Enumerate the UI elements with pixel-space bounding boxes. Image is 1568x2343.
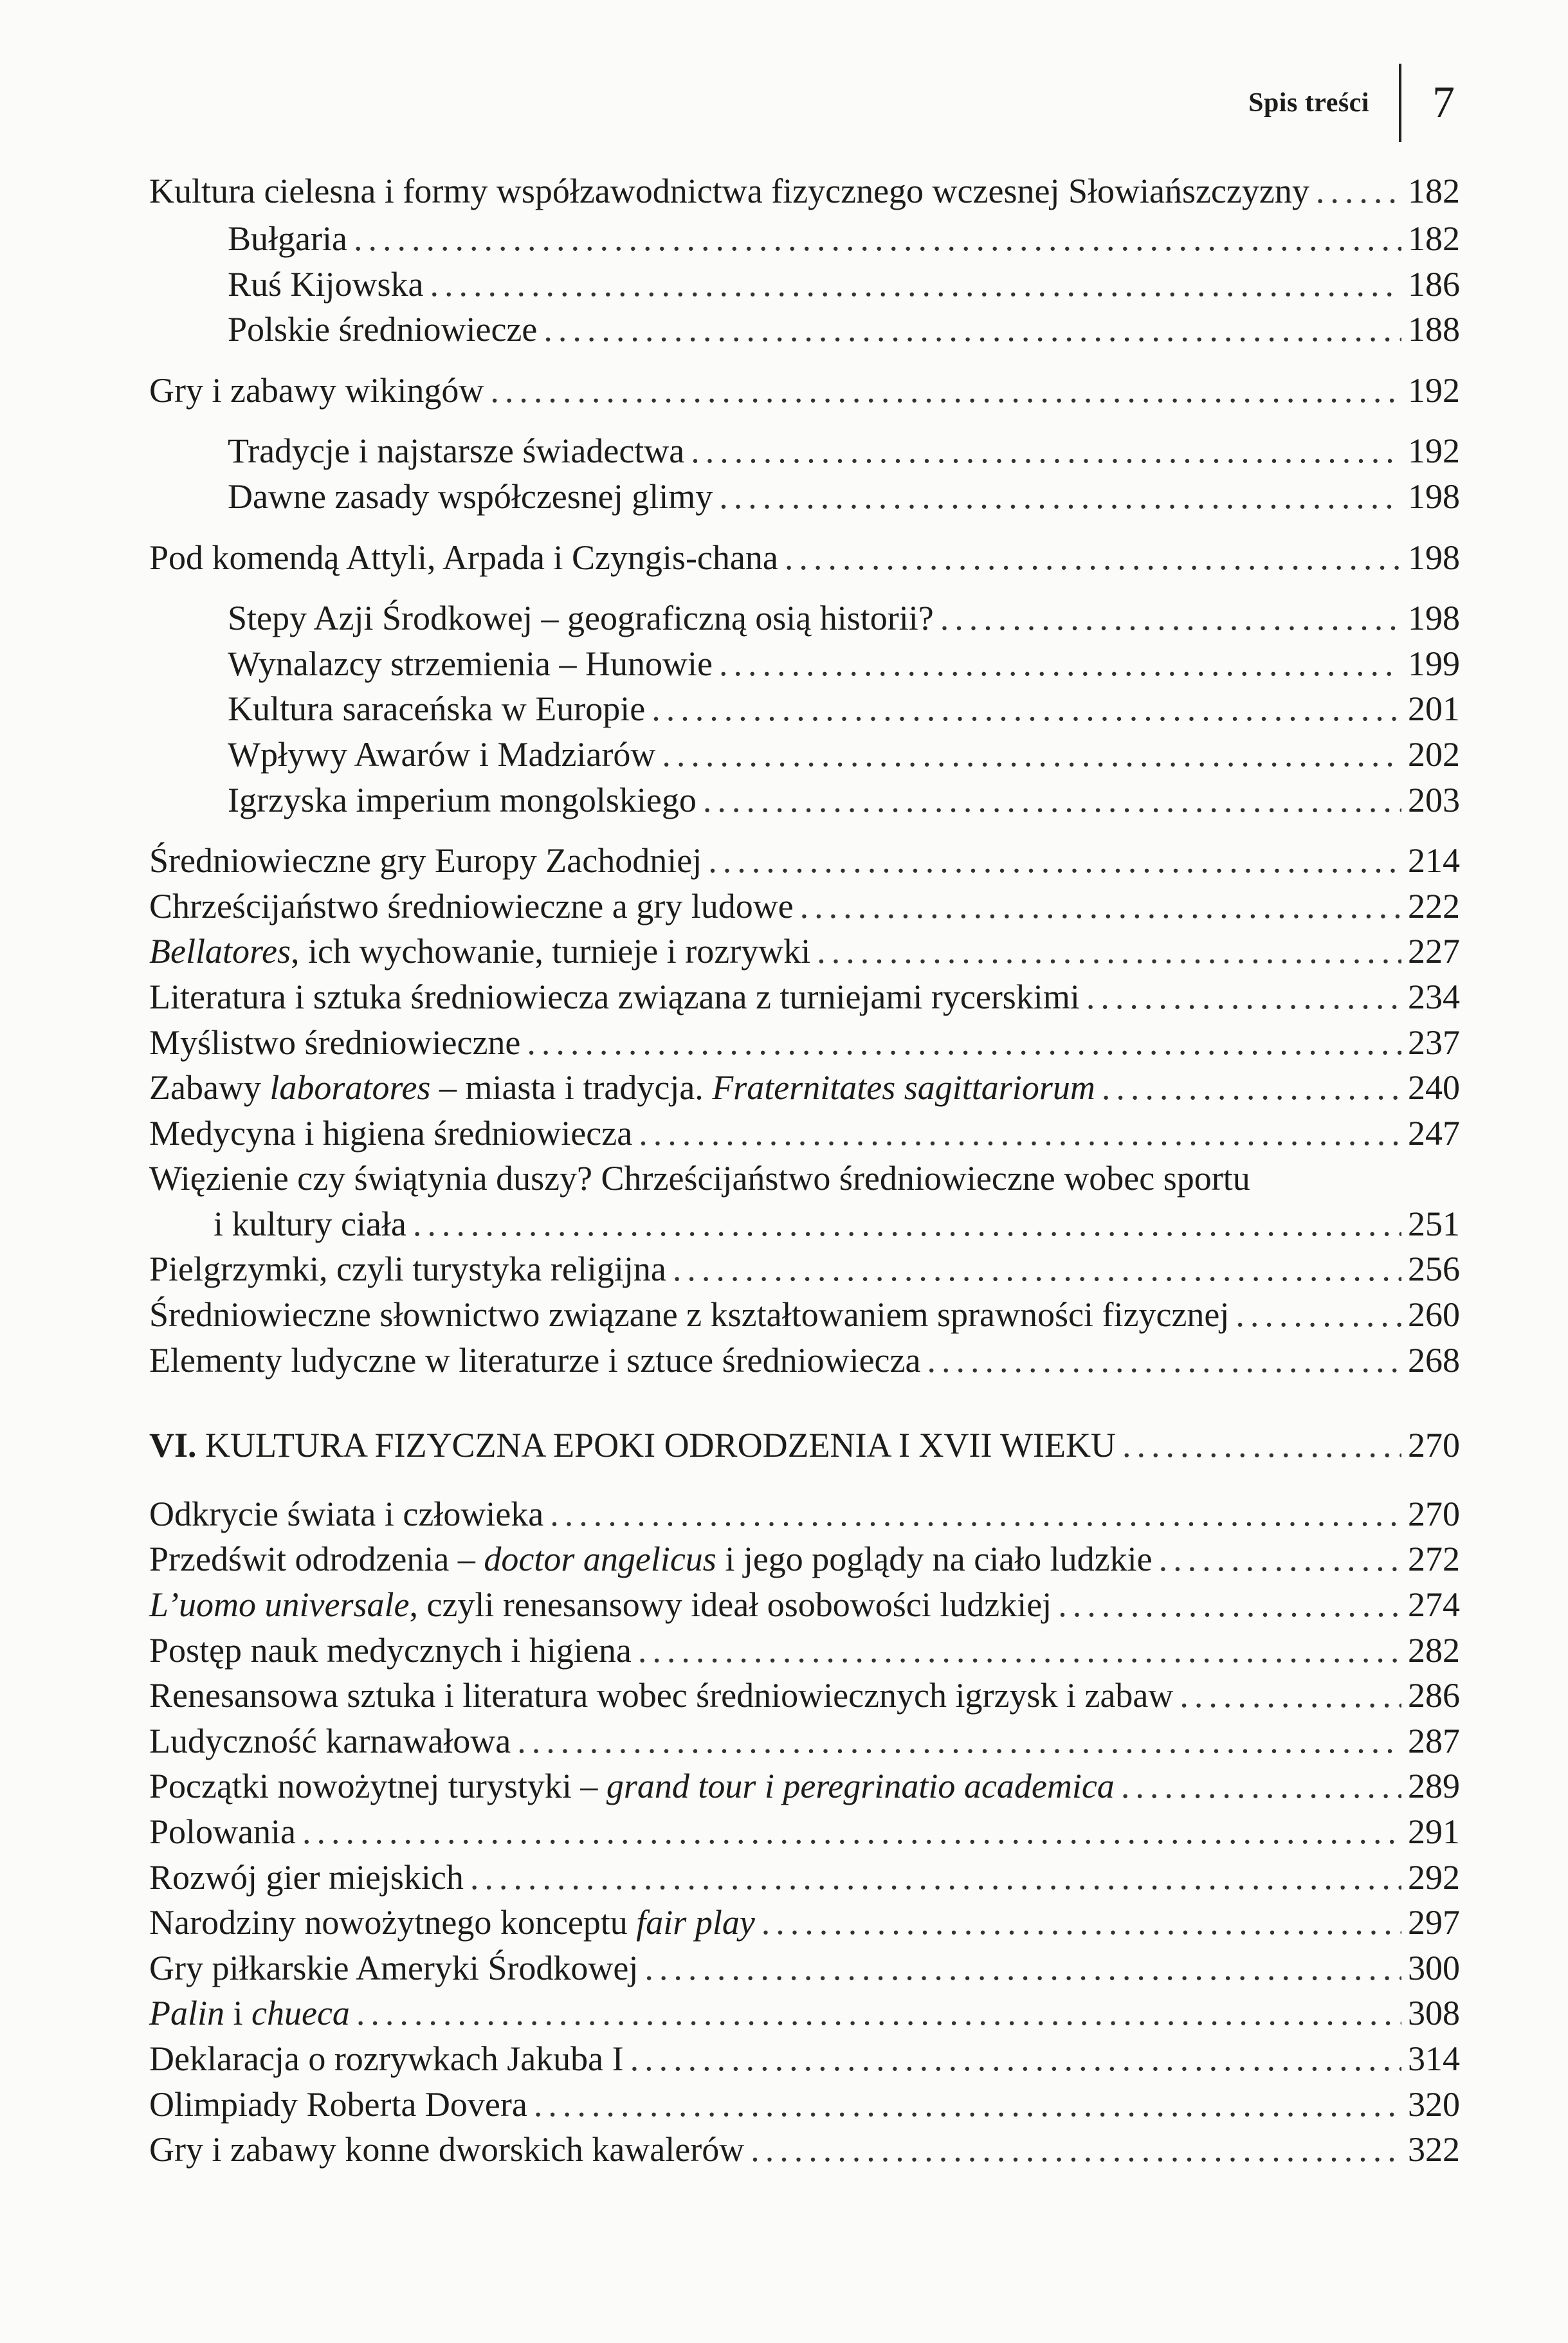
toc-entry-title: Kultura cielesna i formy współzawodnictwa fizycznego wczesnej Słowiańszczyzny [149, 172, 1309, 210]
toc-entry-page: 202 [1408, 734, 1460, 774]
title-text: – miasta i tradycja. [430, 1068, 713, 1108]
italic-term: chueca [251, 1994, 350, 2033]
toc-entry-title: Tradycje i najstarsze świadectwa [228, 432, 685, 471]
italic-term: doctor angelicus [484, 1540, 716, 1579]
toc-entry [149, 929, 1460, 974]
table-of-contents [149, 169, 1460, 2173]
dot-leader [761, 1900, 1401, 1946]
dot-leader [703, 778, 1401, 823]
toc-entry-page: 289 [1408, 1767, 1460, 1806]
toc-entry [149, 1338, 1460, 1383]
toc-entry-page: 247 [1408, 1113, 1460, 1153]
title-text: KULTURA FIZYCZNA EPOKI ODRODZENIA I XVII WIEKU [196, 1426, 1116, 1465]
toc-entry-title: Elementy ludyczne w literaturze i sztuce średniowiecza [149, 1340, 921, 1380]
dot-leader [1102, 1065, 1401, 1111]
toc-subentry [149, 428, 1460, 474]
toc-entry-title: Gry i zabawy wikingów [149, 370, 484, 410]
page-number: 7 [1432, 78, 1455, 127]
toc-entry-title: Ludyczność karnawałowa [149, 1721, 511, 1760]
title-text: i jego poglądy na ciało ludzkie [716, 1540, 1153, 1579]
toc-entry-title: Wynalazcy strzemienia – Hunowie [228, 644, 713, 683]
dot-leader [673, 1246, 1401, 1292]
toc-entry [149, 1809, 1460, 1855]
dot-leader [652, 686, 1401, 732]
title-text: i [224, 1994, 252, 2033]
toc-entry-title: Ruś Kijowska [228, 264, 424, 304]
toc-section-heading [149, 1423, 1460, 1468]
toc-entry [149, 368, 1460, 414]
toc-entry-page: 198 [1408, 477, 1460, 516]
toc-entry [149, 1582, 1460, 1628]
toc-subentry [149, 474, 1460, 520]
toc-entry-title: Stepy Azji Środkowej – geograficzną osią historii? [228, 599, 934, 638]
toc-entry-page: 300 [1408, 1948, 1460, 1987]
title-text: Przedświt odrodzenia – [149, 1540, 484, 1579]
toc-entry [149, 1946, 1460, 1991]
toc-entry-title: Renesansowa sztuka i literatura wobec średniowiecznych igrzysk i zabaw [149, 1676, 1174, 1715]
dot-leader [719, 474, 1401, 520]
toc-entry-title: Polskie średniowiecze [228, 310, 538, 349]
dot-leader [800, 884, 1401, 929]
running-header [1248, 64, 1455, 141]
dot-leader [354, 216, 1401, 262]
italic-term: Bellatores [149, 932, 291, 971]
dot-leader [662, 732, 1401, 778]
toc-entry-page: 268 [1408, 1340, 1460, 1380]
title-text: Narodziny nowożytnego konceptu [149, 1903, 637, 1942]
toc-entry [149, 1855, 1460, 1901]
title-text: , ich wychowanie, turnieje i rozrywki [290, 932, 811, 971]
toc-entry-page: 186 [1408, 264, 1460, 304]
title-text: Początki nowożytnej turystyki – [149, 1767, 606, 1806]
dot-leader [940, 596, 1401, 641]
toc-entry-title [149, 929, 810, 974]
toc-entry [149, 1065, 1460, 1111]
toc-entry-title: Postęp nauk medycznych i higiena [149, 1630, 632, 1670]
italic-term: Palin [149, 1994, 224, 2033]
toc-entry [149, 2127, 1460, 2173]
toc-entry-title [149, 1900, 755, 1946]
dot-leader [1159, 1536, 1401, 1582]
toc-entry-page: 240 [1408, 1068, 1460, 1108]
dot-leader [1058, 1582, 1401, 1628]
toc-entry-page: 188 [1408, 310, 1460, 349]
dot-leader [1316, 169, 1401, 214]
toc-subentry [149, 216, 1460, 262]
dot-leader [927, 1338, 1401, 1383]
toc-entry-title: Olimpiady Roberta Dovera [149, 2084, 527, 2124]
toc-entry-page: 182 [1408, 219, 1460, 258]
italic-term: laboratores [269, 1068, 431, 1108]
toc-entry-title: Wpływy Awarów i Madziarów [228, 734, 656, 774]
toc-entry-title: Myślistwo średniowieczne [149, 1023, 521, 1062]
toc-entry-page: 182 [1408, 172, 1460, 210]
toc-entry-title: i kultury ciała [214, 1204, 406, 1243]
toc-entry [149, 1491, 1460, 1537]
dot-leader [785, 535, 1401, 581]
title-text: Zabawy [149, 1068, 270, 1108]
toc-entry-page: 270 [1408, 1494, 1460, 1533]
toc-entry-title: Średniowieczne gry Europy Zachodniej [149, 841, 702, 880]
toc-entry-title: Rozwój gier miejskich [149, 1857, 464, 1897]
dot-leader [1121, 1764, 1401, 1809]
toc-entry-page: 198 [1408, 538, 1460, 577]
section-number: VI. [149, 1426, 197, 1465]
toc-entry-page: 237 [1408, 1023, 1460, 1062]
toc-subentry [149, 686, 1460, 732]
toc-entry-title [149, 1764, 1115, 1809]
toc-entry [149, 884, 1460, 929]
toc-entry-page: 227 [1408, 932, 1460, 971]
toc-entry-title-line: Więzienie czy świątynia duszy? Chrześcijaństwo średniowieczne wobec sportu [149, 1159, 1250, 1198]
toc-entry-page: 291 [1408, 1812, 1460, 1851]
toc-entry [149, 1719, 1460, 1764]
toc-entry-title: Polowania [149, 1812, 296, 1851]
toc-entry [149, 1764, 1460, 1809]
toc-entry-page: 287 [1408, 1721, 1460, 1760]
toc-entry-title: Bułgaria [228, 219, 347, 258]
dot-leader [1122, 1423, 1401, 1468]
toc-entry-page: 282 [1408, 1630, 1460, 1670]
toc-entry [149, 535, 1460, 581]
toc-entry-title: Kultura saraceńska w Europie [228, 689, 646, 729]
running-title: Spis treści [1248, 88, 1369, 118]
toc-entry-title: Medycyna i higiena średniowiecza [149, 1113, 633, 1153]
toc-entry [149, 2036, 1460, 2082]
toc-entry-page: 192 [1408, 370, 1460, 410]
toc-entry [149, 1020, 1460, 1066]
toc-entry [149, 1111, 1460, 1156]
toc-entry-title: Gry i zabawy konne dworskich kawalerów [149, 2130, 745, 2169]
toc-entry [149, 1292, 1460, 1338]
toc-entry-title [149, 1065, 1095, 1111]
toc-entry [149, 169, 1460, 216]
toc-entry-page: 322 [1408, 2130, 1460, 2169]
dot-leader [302, 1809, 1401, 1855]
toc-entry-page: 272 [1408, 1540, 1460, 1579]
dot-leader [356, 1991, 1401, 2036]
dot-leader [708, 838, 1401, 884]
toc-entry-title: Gry piłkarskie Ameryki Środkowej [149, 1948, 639, 1987]
toc-entry-title: Średniowieczne słownictwo związane z kształtowaniem sprawności fizycznej [149, 1295, 1230, 1335]
italic-term: Fraternitates sagittariorum [712, 1068, 1095, 1108]
toc-entry [149, 1536, 1460, 1582]
toc-entry-page: 201 [1408, 689, 1460, 729]
dot-leader [751, 2127, 1401, 2173]
dot-leader [543, 307, 1401, 352]
toc-entry [149, 1246, 1460, 1292]
dot-leader [1086, 974, 1401, 1020]
toc-entry-page: 192 [1408, 432, 1460, 471]
toc-subentry [149, 641, 1460, 687]
toc-entry-page: 314 [1408, 2039, 1460, 2078]
dot-leader [719, 641, 1401, 687]
toc-entry-page: 234 [1408, 977, 1460, 1016]
toc-entry-title: Pielgrzymki, czyli turystyka religijna [149, 1250, 666, 1289]
toc-entry-title: Literatura i sztuka średniowiecza związana z turniejami rycerskimi [149, 977, 1080, 1016]
toc-entry-page: 270 [1408, 1426, 1460, 1465]
toc-entry [149, 838, 1460, 884]
header-divider [1399, 64, 1401, 142]
toc-entry-page: 260 [1408, 1295, 1460, 1335]
toc-entry-page: 251 [1408, 1204, 1460, 1243]
toc-entry-title [149, 1991, 350, 2036]
toc-entry-page: 222 [1408, 886, 1460, 925]
title-text: , czyli renesansowy ideał osobowości ludzkiej [409, 1585, 1052, 1625]
dot-leader [550, 1491, 1401, 1537]
dot-leader [817, 929, 1401, 974]
italic-term: grand tour i peregrinatio academica [606, 1767, 1115, 1806]
toc-subentry [149, 262, 1460, 307]
dot-leader [644, 1946, 1401, 1991]
dot-leader [517, 1719, 1401, 1764]
toc-entry-page: 297 [1408, 1903, 1460, 1942]
dot-leader [1235, 1292, 1401, 1338]
toc-entry-title: Pod komendą Attyli, Arpada i Czyngis-chana [149, 538, 778, 577]
toc-entry [149, 1991, 1460, 2036]
toc-entry-page: 274 [1408, 1585, 1460, 1625]
dot-leader [470, 1855, 1401, 1901]
toc-subentry [149, 732, 1460, 778]
italic-term: L’uomo universale [149, 1585, 410, 1625]
toc-entry-title [149, 1582, 1052, 1628]
dot-leader [691, 428, 1401, 474]
dot-leader [639, 1111, 1401, 1156]
section-title [149, 1423, 1116, 1468]
toc-entry-page: 256 [1408, 1250, 1460, 1289]
dot-leader [490, 368, 1401, 414]
toc-entry-title: Odkrycie świata i człowieka [149, 1494, 544, 1533]
dot-leader [413, 1201, 1401, 1247]
toc-entry-page: 286 [1408, 1676, 1460, 1715]
toc-entry [149, 1900, 1460, 1946]
toc-entry-page: 199 [1408, 644, 1460, 683]
toc-entry-title: Dawne zasady współczesnej glimy [228, 477, 713, 516]
toc-entry-title: Igrzyska imperium mongolskiego [228, 780, 697, 819]
toc-subentry [149, 778, 1460, 823]
italic-term: fair play [636, 1903, 755, 1942]
toc-entry-title: Chrześcijaństwo średniowieczne a gry ludowe [149, 886, 794, 925]
dot-leader [630, 2036, 1401, 2082]
toc-entry-page: 292 [1408, 1857, 1460, 1897]
toc-subentry [149, 307, 1460, 352]
toc-entry-page: 308 [1408, 1994, 1460, 2033]
dot-leader [527, 1020, 1401, 1066]
dot-leader [534, 2082, 1401, 2128]
dot-leader [638, 1628, 1401, 1673]
toc-entry-title: Deklaracja o rozrywkach Jakuba I [149, 2039, 624, 2078]
dot-leader [430, 262, 1401, 307]
toc-entry-page: 203 [1408, 780, 1460, 819]
toc-entry [149, 2082, 1460, 2128]
toc-entry-page: 198 [1408, 599, 1460, 638]
dot-leader [1180, 1673, 1401, 1719]
toc-entry [149, 1628, 1460, 1673]
toc-entry-continuation [149, 1201, 1460, 1247]
toc-entry [149, 974, 1460, 1020]
toc-entry-page: 320 [1408, 2084, 1460, 2124]
toc-entry-title [149, 1536, 1153, 1582]
toc-subentry [149, 596, 1460, 641]
toc-entry [149, 1673, 1460, 1719]
toc-entry-page: 214 [1408, 841, 1460, 880]
